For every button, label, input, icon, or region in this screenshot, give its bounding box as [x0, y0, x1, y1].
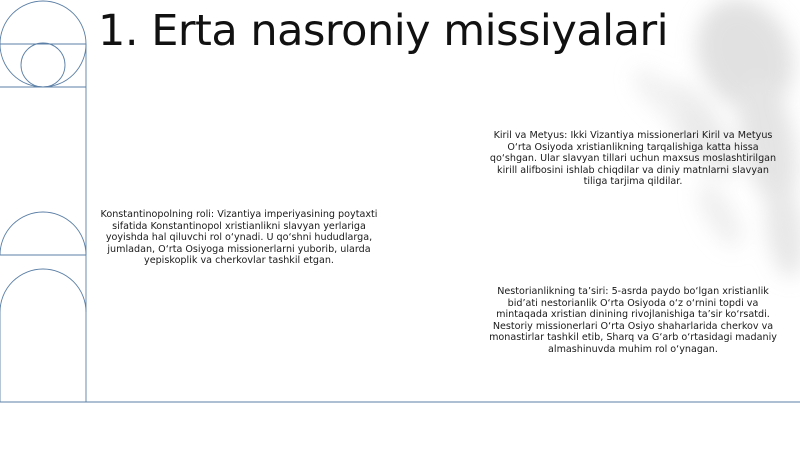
slide-title: 1. Erta nasroniy missiyalari: [98, 6, 669, 56]
nestorian-text: Nestorianlikning ta’siri: 5-asrda paydo bo‘lgan xristianlik bid’ati nestorianlik O‘rta Osiyoda o‘z o‘rnini topdi va mintaqada xristian dinining rivojlanishiga ta’sir ko‘rsatdi. Nestoriy missionerlari O‘rta Osiyo shaharlarida cherkov va monastirlar tashkil etib, Sharq va G‘arb o‘rtasidagi madaniy almashinuvda muhim rol o‘ynagan.: [489, 286, 777, 355]
kiril-metyus-text: Kiril va Metyus: Ikki Vizantiya missionerlari Kiril va Metyus O‘rta Osiyoda xristianlikning tarqalishiga katta hissa qo‘shgan. Ular slavyan tillari uchun maxsus moslashtirilgan kirill alifbosini ishlab chiqdilar va diniy matnlarni slavyan tiliga tarjima qildilar.: [489, 130, 777, 188]
konstantinopol-text: Konstantinopolning roli: Vizantiya imperiyasining poytaxti sifatida Konstantinopol xristianlikni slavyan yerlariga yoyishda hal qiluvchi rol o‘ynadi. U qo‘shni hududlarga, jumladan, O‘rta Osiyoga missionerlarni yuborib, ularda yepiskoplik va cherkovlar tashkil etgan.: [100, 209, 378, 267]
left-circle-ornament: [0, 1, 86, 402]
